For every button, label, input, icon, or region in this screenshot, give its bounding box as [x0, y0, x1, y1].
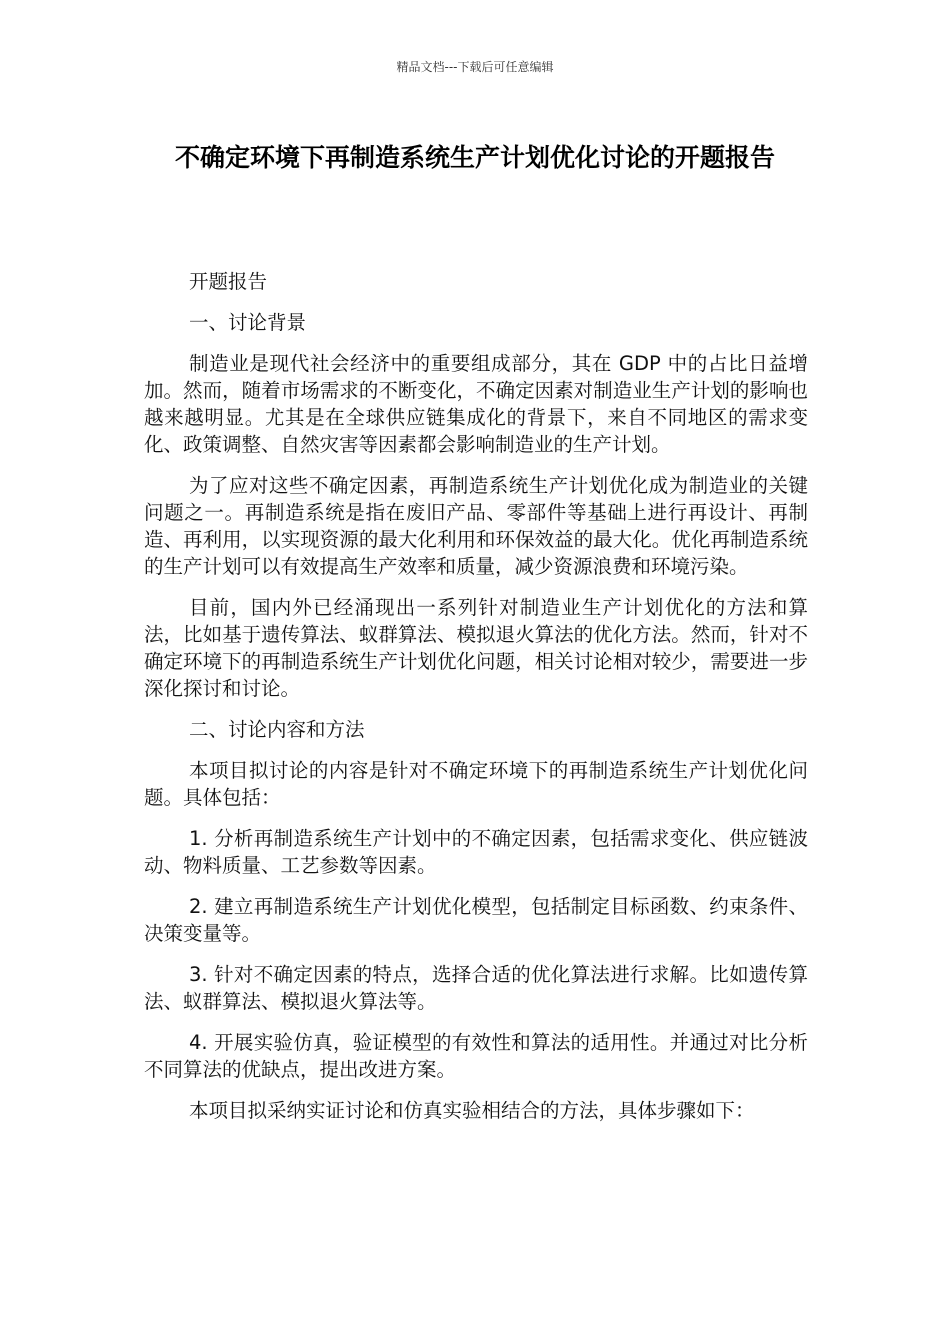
list-item: 4. 开展实验仿真，验证模型的有效性和算法的适用性。并通过对比分析不同算法的优缺点，提出改进方案。: [144, 1031, 808, 1081]
paragraph-report-label: 开题报告: [189, 270, 268, 293]
list-item: 2. 建立再制造系统生产计划优化模型，包括制定目标函数、约束条件、决策变量等。: [144, 895, 808, 945]
section-heading-content-method: 二、讨论内容和方法: [189, 718, 365, 741]
list-item: 3. 针对不确定因素的特点，选择合适的优化算法进行求解。比如遗传算法、蚁群算法、模拟退火算法等。: [144, 963, 808, 1013]
paragraph: 制造业是现代社会经济中的重要组成部分，其在 GDP 中的占比日益增加。然而，随着市场需求的不断变化，不确定因素对制造业生产计划的影响也越来越明显。尤其是在全球供应链集成化的背景下，来自不同地区的需求变化、政策调整、自然灾害等因素都会影响制造业的生产计划。: [144, 352, 808, 456]
paragraph: 为了应对这些不确定因素，再制造系统生产计划优化成为制造业的关键问题之一。再制造系统是指在废旧产品、零部件等基础上进行再设计、再制造、再利用，以实现资源的最大化利用和环保效益的最大化。优化再制造系统的生产计划可以有效提高生产效率和质量，减少资源浪费和环境污染。: [144, 474, 808, 578]
paragraph: 本项目拟采纳实证讨论和仿真实验相结合的方法，具体步骤如下：: [189, 1099, 755, 1122]
document-body: [144, 268, 808, 1138]
header-note: 精品文档---下载后可任意编辑: [396, 60, 554, 74]
paragraph: 目前，国内外已经涌现出一系列针对制造业生产计划优化的方法和算法，比如基于遗传算法、蚁群算法、模拟退火算法的优化方法。然而，针对不确定环境下的再制造系统生产计划优化问题，相关讨论相对较少，需要进一步深化探讨和讨论。: [144, 596, 808, 700]
document-title: 不确定环境下再制造系统生产计划优化讨论的开题报告: [174, 143, 775, 172]
list-item: 1. 分析再制造系统生产计划中的不确定因素，包括需求变化、供应链波动、物料质量、工艺参数等因素。: [144, 827, 808, 877]
section-heading-background: 一、讨论背景: [189, 311, 307, 334]
paragraph: 本项目拟讨论的内容是针对不确定环境下的再制造系统生产计划优化问题。具体包括：: [144, 759, 808, 809]
